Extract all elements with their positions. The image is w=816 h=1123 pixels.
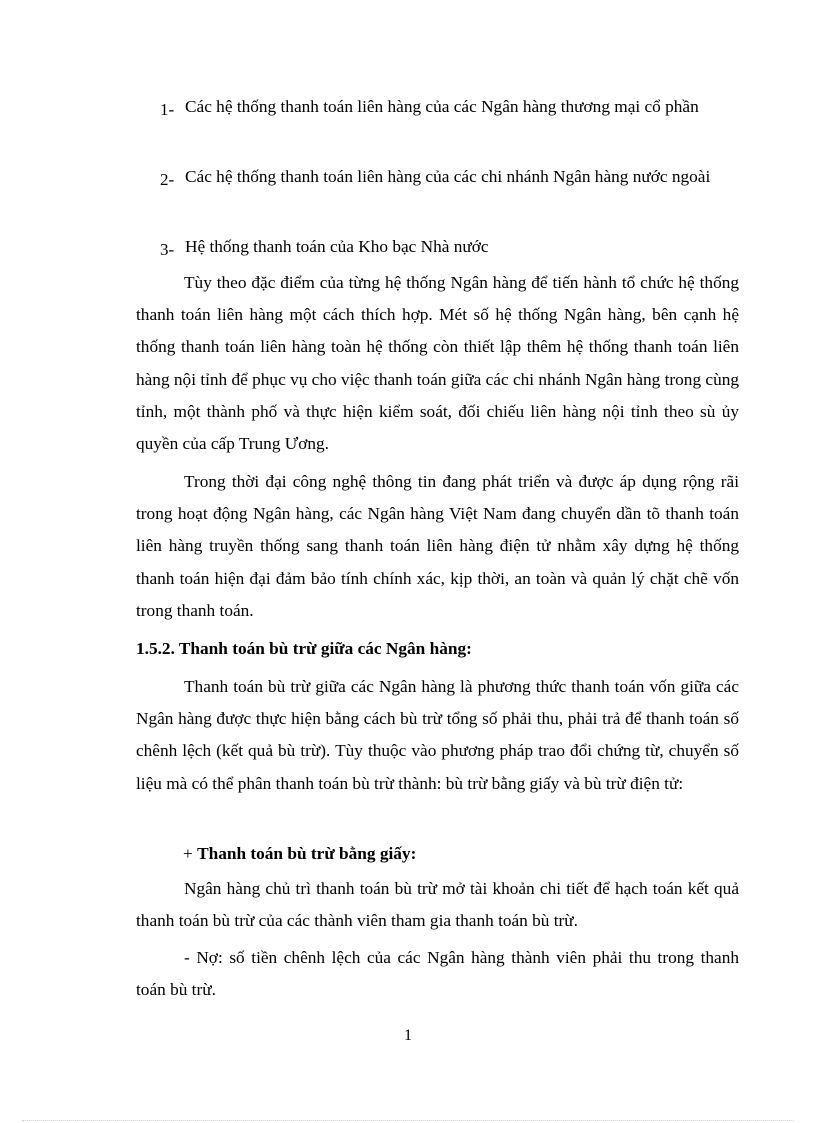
list-item	[160, 161, 740, 192]
paragraph: Ngân hàng chủ trì thanh toán bù trừ mở tài khoản chi tiết để hạch toán kết quả thanh toán bù trừ của các thành viên tham gia thanh toán bù trừ.	[136, 879, 739, 931]
section-heading: 1.5.2. Thanh toán bù trừ giữa các Ngân hàng:	[136, 639, 472, 658]
subheading-text: Thanh toán bù trừ bằng giấy:	[197, 844, 417, 863]
page-number: 1	[404, 1027, 412, 1044]
list-text: Các hệ thống thanh toán liên hàng của các chi nhánh Ngân hàng nước ngoài	[185, 167, 711, 186]
paragraph: Trong thời đại công nghệ thông tin đang phát triển và được áp dụng rộng rãi trong hoạt động Ngân hàng, các Ngân hàng Việt Nam đang chuyển dần tõ thanh toán liên hàng truyền thống sang thanh toán liên hàng điện tử nhằm xây dựng hệ thống thanh toán hiện đại đảm bảo tính chính xác, kịp thời, an toàn và quản lý chặt chẽ vốn trong thanh toán.	[136, 472, 739, 620]
list-number: 2-	[160, 170, 175, 189]
list-text: Hệ thống thanh toán của Kho bạc Nhà nước	[185, 237, 489, 256]
list-text: Các hệ thống thanh toán liên hàng của các Ngân hàng thương mại cổ phần	[185, 97, 699, 116]
paragraph: Tùy theo đặc điểm của từng hệ thống Ngân hàng để tiến hành tổ chức hệ thống thanh toán liên hàng một cách thích hợp. Mét số hệ thống Ngân hàng, bên cạnh hệ thống thanh toán liên hàng toàn hệ thống còn thiết lập thêm hệ thống thanh toán liên hàng nội tỉnh để phục vụ cho việc thanh toán giữa các chi nhánh Ngân hàng trong cùng tỉnh, một thành phố và thực hiện kiểm soát, đối chiếu liên hàng nội tỉnh theo sù ủy quyền của cấp Trung Ương.	[136, 273, 739, 454]
subheading	[183, 838, 416, 870]
subheading-prefix: +	[183, 844, 198, 863]
paragraph: - Nợ: số tiền chênh lệch của các Ngân hàng thành viên phải thu trong thanh toán bù trừ.	[136, 948, 739, 1000]
list-number: 1-	[160, 100, 175, 119]
list-item	[160, 91, 740, 122]
paragraph: Thanh toán bù trừ giữa các Ngân hàng là phương thức thanh toán vốn giữa các Ngân hàng được thực hiện bằng cách bù trừ tổng số phải thu, phải trả để thanh toán số chênh lệch (kết quả bù trừ). Tùy thuộc vào phương pháp trao đổi chứng từ, chuyển số liệu mà có thể phân thanh toán bù trừ thành: bù trừ bằng giấy và bù trừ điện tử:	[136, 677, 739, 793]
list-number: 3-	[160, 240, 175, 259]
list-item	[160, 231, 740, 262]
page-bottom-divider	[22, 1120, 794, 1121]
